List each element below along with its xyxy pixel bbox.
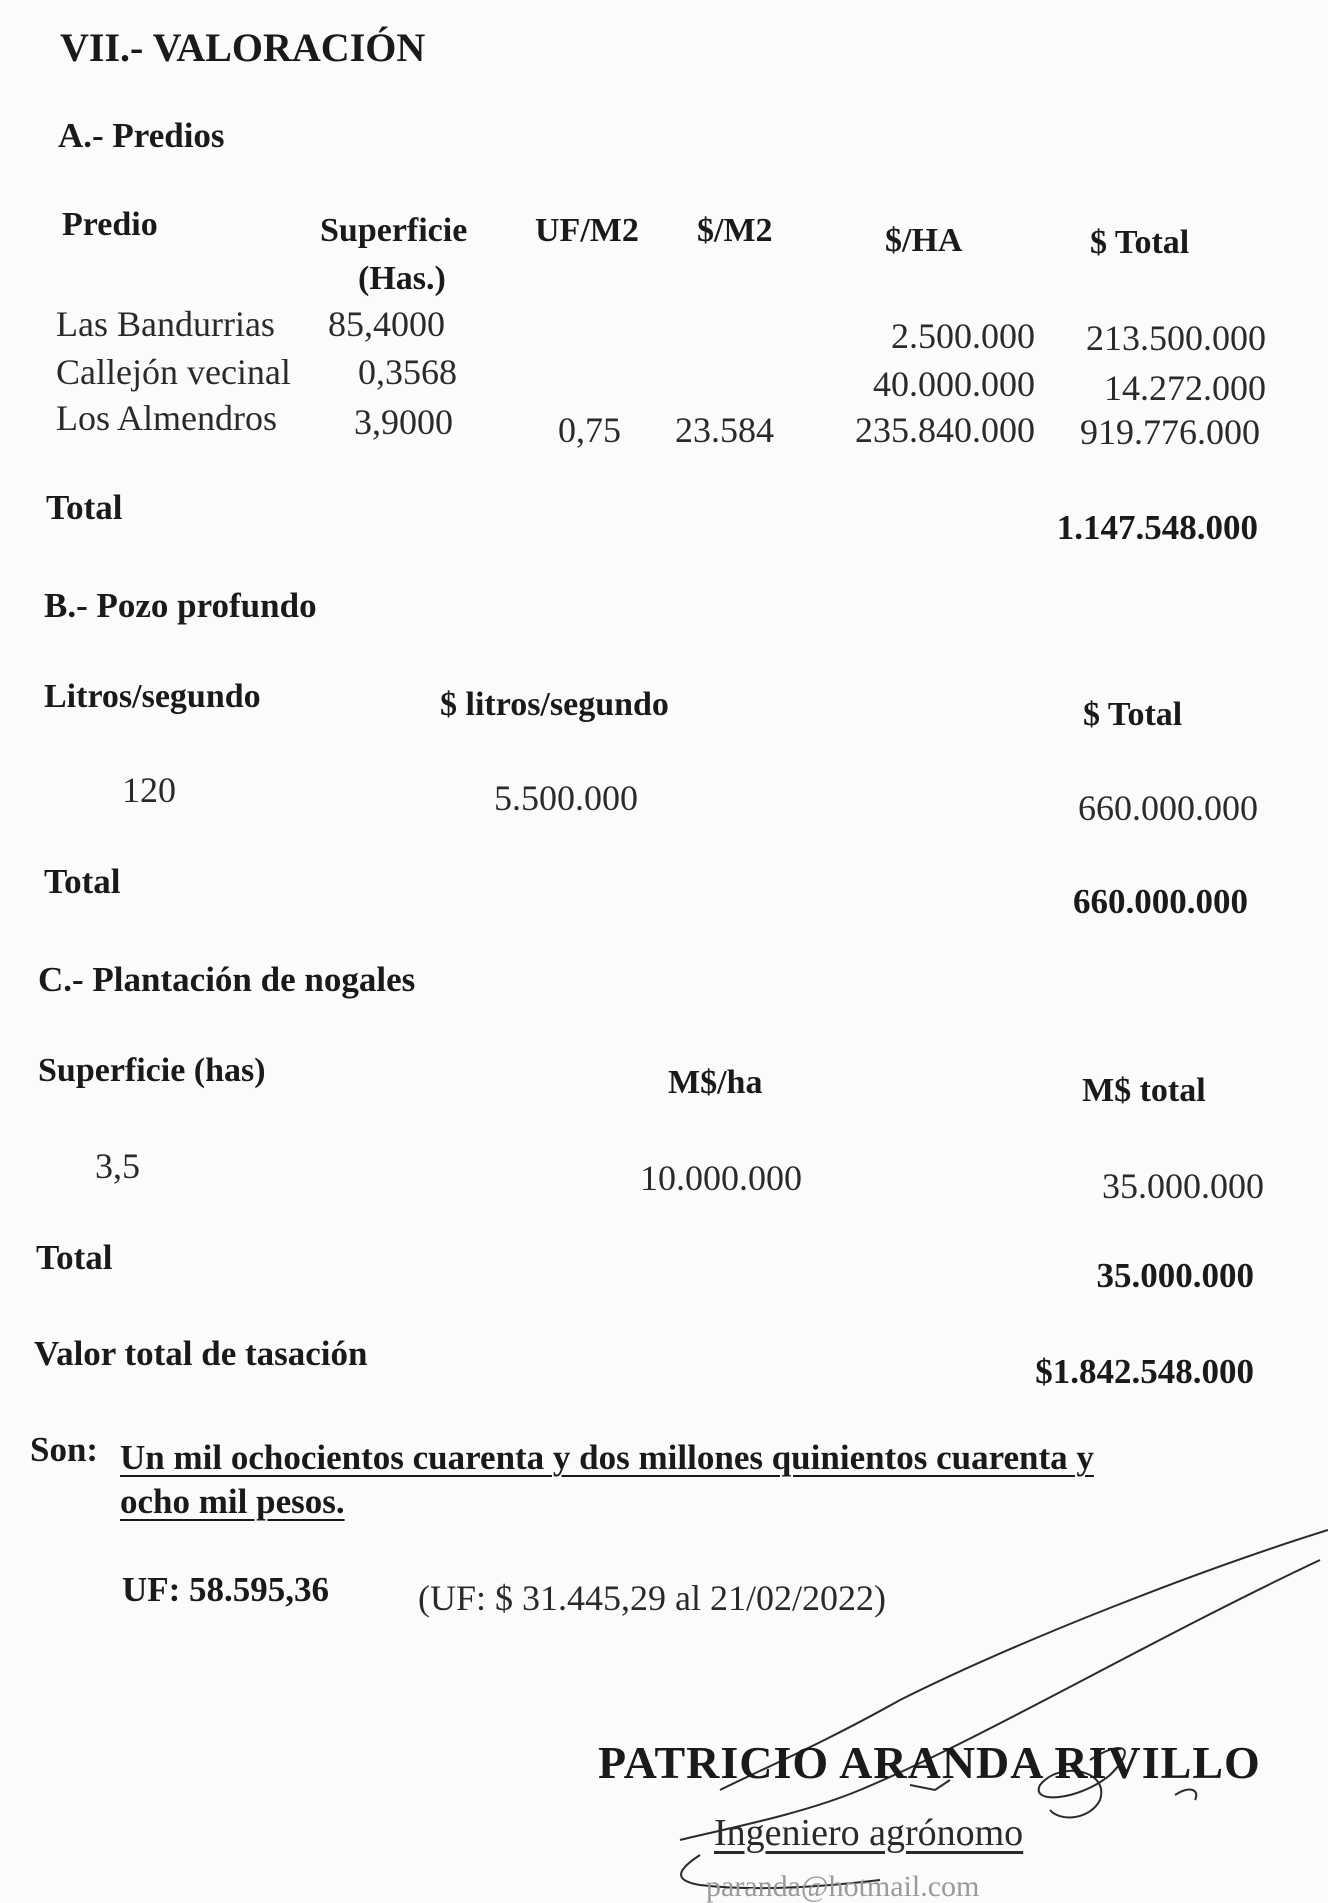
col-total: $ Total [1090, 224, 1190, 261]
table-row-peso-m2: 23.584 [675, 410, 774, 450]
plantacion-total-label: Total [36, 1238, 113, 1277]
col-mpeso-total: M$ total [1082, 1072, 1206, 1109]
predios-heading: A.- Predios [58, 116, 225, 155]
col-precio-litros: $ litros/segundo [440, 686, 669, 723]
col-uf-m2: UF/M2 [535, 212, 639, 249]
pozo-total-value: 660.000.000 [1073, 882, 1248, 921]
table-row-total: 213.500.000 [1086, 318, 1266, 358]
predios-total-label: Total [46, 488, 123, 527]
col-predio: Predio [62, 206, 158, 243]
table-row-total: 14.272.000 [1104, 368, 1266, 408]
plantacion-total-row-value: 35.000.000 [1102, 1166, 1264, 1206]
table-row-superficie: 3,9000 [354, 402, 453, 442]
table-row-superficie: 0,3568 [358, 352, 457, 392]
col-peso-m2: $/M2 [697, 212, 773, 249]
table-row-peso-ha: 2.500.000 [891, 316, 1035, 356]
col-mpeso-ha: M$/ha [668, 1064, 763, 1101]
col-superficie-unit: (Has.) [358, 260, 446, 297]
valor-total-label: Valor total de tasación [34, 1334, 368, 1373]
uf-value: UF: 58.595,36 [122, 1570, 330, 1609]
firma-name: PATRICIO ARANDA RIVILLO [598, 1737, 1261, 1788]
pozo-precio-value: 5.500.000 [494, 778, 638, 818]
col-superficie: Superficie [320, 212, 468, 249]
son-label: Son: [30, 1430, 99, 1469]
firma-email: paranda@hotmail.com [706, 1870, 980, 1903]
plantacion-precio-value: 10.000.000 [640, 1158, 802, 1198]
col-superficie-has: Superficie (has) [38, 1052, 266, 1089]
firma-title: Ingeniero agrónomo [714, 1812, 1024, 1854]
col-pozo-total: $ Total [1083, 696, 1183, 733]
col-litros: Litros/segundo [44, 678, 261, 715]
table-row-predio: Callejón vecinal [56, 352, 291, 392]
section-title: VII.- VALORACIÓN [60, 25, 426, 70]
pozo-litros-value: 120 [122, 770, 176, 810]
plantacion-heading: C.- Plantación de nogales [38, 960, 416, 999]
table-row-predio: Las Bandurrias [56, 304, 275, 344]
pozo-total-row-value: 660.000.000 [1078, 788, 1258, 828]
valor-total-value: $1.842.548.000 [1035, 1352, 1254, 1391]
table-row-superficie: 85,4000 [328, 304, 445, 344]
pozo-heading: B.- Pozo profundo [44, 586, 317, 625]
table-row-peso-ha: 235.840.000 [855, 410, 1035, 450]
table-row-uf-m2: 0,75 [558, 410, 621, 450]
predios-total-value: 1.147.548.000 [1056, 508, 1258, 547]
table-row-peso-ha: 40.000.000 [873, 364, 1035, 404]
table-row-total: 919.776.000 [1080, 412, 1260, 452]
uf-note: (UF: $ 31.445,29 al 21/02/2022) [418, 1578, 886, 1618]
plantacion-superficie-value: 3,5 [95, 1146, 140, 1186]
col-peso-ha: $/HA [885, 222, 963, 259]
plantacion-total-value: 35.000.000 [1096, 1256, 1254, 1295]
table-row-predio: Los Almendros [56, 398, 277, 438]
son-line-2: ocho mil pesos. [120, 1482, 345, 1521]
pozo-total-label: Total [44, 862, 121, 901]
son-line-1: Un mil ochocientos cuarenta y dos millones quinientos cuarenta y [120, 1438, 1094, 1477]
